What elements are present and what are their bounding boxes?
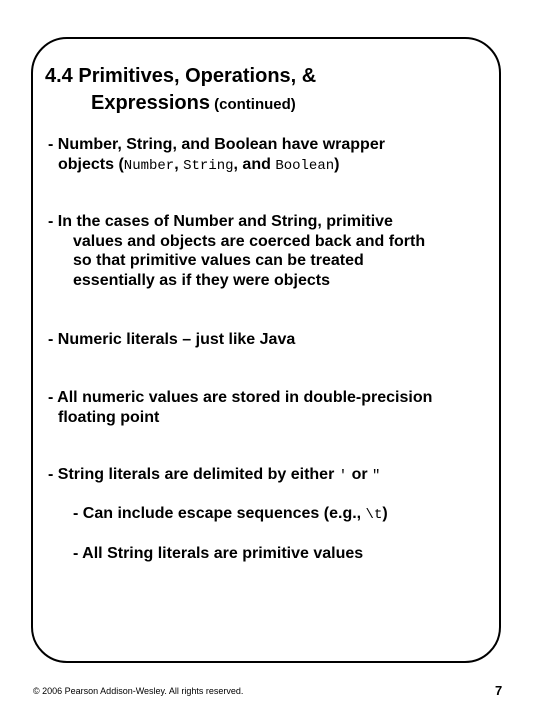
single-quote-char: ' bbox=[338, 468, 348, 484]
sub-bullet-escape-sequences bbox=[73, 504, 388, 526]
bullet-wrapper-line-1: - Number, String, and Boolean have wrapper bbox=[48, 136, 385, 153]
footer-copyright: © 2006 Pearson Addison-Wesley. All rights reserved. bbox=[33, 686, 244, 696]
bullet-numeric-literals bbox=[48, 330, 295, 350]
title-main: Expressions bbox=[91, 92, 210, 114]
code-string: String bbox=[183, 157, 234, 174]
string-literals-prefix: - String literals are delimited by either bbox=[48, 466, 339, 483]
string-literals-middle: or bbox=[347, 466, 373, 483]
title-line-2 bbox=[45, 90, 316, 118]
slide-frame bbox=[31, 37, 501, 663]
bullet-numeric-line-1: - Numeric literals – just like Java bbox=[48, 331, 296, 348]
bullet-double-line-1: - All numeric values are stored in double-precision bbox=[48, 389, 433, 406]
double-quote-char: " bbox=[372, 468, 381, 484]
sub-bullet-primitive-values bbox=[73, 544, 363, 564]
bullet-coerced bbox=[48, 212, 425, 290]
wrapper-suffix: ) bbox=[334, 155, 340, 173]
wrapper-prefix: objects ( bbox=[58, 155, 124, 173]
title-subtitle: (continued) bbox=[209, 96, 296, 113]
bullet-coerced-line-2: values and objects are coerced back and forth bbox=[73, 232, 426, 250]
bullet-coerced-line-4: essentially as if they were objects bbox=[73, 271, 331, 289]
code-escape-tab: \t bbox=[365, 507, 383, 523]
bullet-string-literals bbox=[48, 465, 380, 487]
wrapper-sep-1: , bbox=[174, 155, 184, 173]
slide-title bbox=[45, 63, 316, 118]
escape-suffix: ) bbox=[382, 505, 388, 522]
title-line-1: 4.4 Primitives, Operations, & bbox=[45, 65, 317, 87]
wrapper-sep-2: , and bbox=[233, 155, 276, 173]
bullet-double-line-2: floating point bbox=[58, 408, 160, 426]
bullet-wrapper-line-2 bbox=[48, 155, 385, 177]
page-number: 7 bbox=[495, 683, 503, 698]
code-boolean: Boolean bbox=[275, 157, 335, 174]
primitive-values-line-1: - All String literals are primitive values bbox=[73, 545, 364, 562]
code-number: Number bbox=[123, 157, 175, 174]
bullet-coerced-line-1: - In the cases of Number and String, primitive bbox=[48, 213, 393, 230]
bullet-double-precision bbox=[48, 388, 432, 427]
bullet-wrapper-objects bbox=[48, 135, 385, 176]
bullet-coerced-line-3: so that primitive values can be treated bbox=[73, 252, 364, 269]
escape-prefix: - Can include escape sequences (e.g., bbox=[73, 505, 366, 522]
